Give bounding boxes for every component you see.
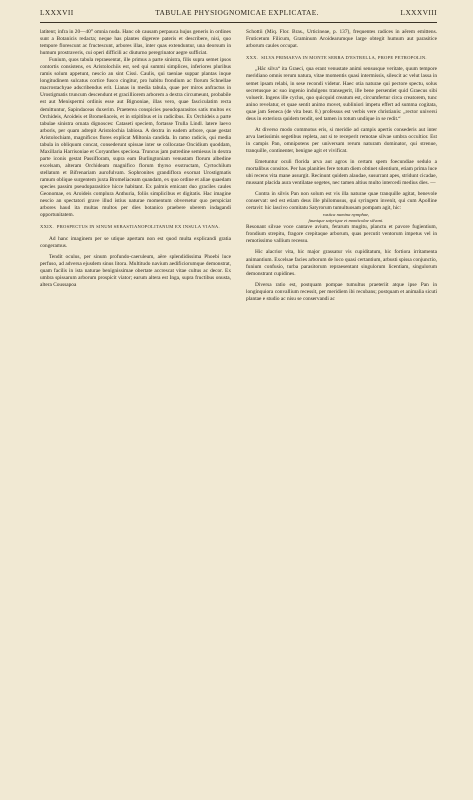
section-title: SILVA PRIMAEVA IN MONTE SERRA D'ESTRELLA, PROPE PETROPOLIN. bbox=[261, 55, 427, 61]
running-header bbox=[40, 8, 437, 21]
section-heading-xxx bbox=[246, 55, 437, 61]
paragraph: latitent; infra in 20—40° omnia nuda. Hanc ob causam perpauca hujus generis in ordines sunt a Botanicis redacta; neque has plantes digerere pateris et describere, nisi, quo tempore florescunt ac fructescunt, arbores illas, inter quas extenduntur, una deorsum in humum prostraveris, cui operi difficili ac diuturno peregrinator aegre sufficiat. bbox=[40, 29, 231, 57]
paragraph: Resonant silvae voce cantave avium, ferarum mugitu, planctu et pavore fugientium, frondium strepitu, fragore crepitaque arborum, quas percutit ventorum impetus vel in remotissimo vallium recessu. bbox=[246, 224, 437, 245]
page-number-left: LXXXVII bbox=[40, 8, 74, 17]
header-rule bbox=[40, 22, 437, 23]
verse-line: faunique satyrique et monticolae silvani. bbox=[308, 218, 384, 224]
section-heading-xxix bbox=[40, 224, 231, 230]
paragraph: Hic alacrior vita, hic major grassatur vis cupiditatum, hic fortiora irritamenta animantium. Excelsae facies arborum de loco quasi certantium, arbusti spissa conjunctio, funium confusio, turba parasitorum repraesentant singulorum licentiam, singulorum demonstrant cupidines. bbox=[246, 249, 437, 277]
paragraph: Ad hanc imaginem per se utique apertam non est quod multa explicandi gratia congeramus. bbox=[40, 235, 231, 249]
paragraph: „Hâc silva“ ita Graeci, qua erant venustate animi sensusque veritate, quum tempore meridiano omnis rerum natura, vitae momentis quasi intermissis, silescit ac velut lassa in semet ipsam relabi, in sese recondi videtur. Haec otia naturae qui pectore spectu, solus secretusque ac suo ingenio indulgens transegerit, ille bene persentiet quid Graecus sibi voluerit. Ingens ille cyclus, quo quicquid creatum est, circumfertur circa creatorem, tunc anino revelatur, et quae sentit animo movet, subliniori impetu effert ad summa cogitata, quae jam Seneca (de vita beat. 8.) professus est verbis vere christianis: „rector universi deus in exteriora quidem tendit, sed tamen in totum undique in se redit.“ bbox=[246, 66, 437, 122]
paragraph: Contra in silvis Pan non solum est vis illa naturae quae tranquille agitat, benevole conservat: sed est etiam deus ille philomusus, qui syringem invenit, qui cum Apolline certavit: hic lascivo comitatu Satyrorum tumultuosam pompam agit, hic: bbox=[246, 191, 437, 212]
paragraph: Schottii (Miq. Flor. Bras., Urticineae, p. 137), frequentes radices in aërem emittens. Fruticetum Filicum, Graminum Aroidearumque large obtegit humum aut parasitice arborum caules occupat. bbox=[246, 29, 437, 50]
paragraph: Funium, quos tabula repraesentat, ille primus a parte sinistra, filis supra semet ipsos contortis consistens, ex Aristolochiis est, sed qui summi simplices, inferiores pluribus ramis solum appetunt, nescio an sint Cissi. Caulis, qui taeniae suppar plantas inque longitudinem sulcatus cortice fusco cingitur, pro habitu frondium ac florum Schnellae macrostachyae adscribendus erit. Lianas in media tabula, quae per miros anfractus in Urostigmatis truncum descendunt et gracilliorem arborem a dextra circumeunt, probabile est aut Menispermi ordinis esse aut Bignoniae, illas vero, quae fasciculatim recta demittuntur, Sapindaceas duxerim. Praeterea conspicies pseudoparasitos satis multos ex Orchideis, Aroideis et Bromeliaceis, et in stipitibus et in radicibus. Ex Orchideis a parte tabulae sinistra ornata dignosces: Cataseti speciem, fortasse Trulla Lindl. latere laevo arboris, per quam adrepit Aristolochia labiosa. A dextra in eadem arbore, quae gestat Aristolochiam, magnificos flores explicat Miltonia candida. In ramo radicis, qui media tabula in obliquum concat, consederunt spissae inter se collocatae Oncidium quoddam, Maxillaria Harrisoniae et Coryanthes speciosa. Truncus jam putredine semiesus in dextra parte iconis gestat Passifloram, supra eam Burlingtoniam venustam florum albedine excelsam, alteram Orchideam magnifico florum thyrso exstructam, Cyrtochilum stellatum et Bifrenariam aurofulvam. Sophronites grandiflora exornat Urostigmatis ramum oblique surgentem juxta Bromeliaceam quandam, ex quo ordine et aliae quaedam species passim pseudoparasitice hicce habitant. Ex palmis emicant duo graciles caules Geonomae, ex Aroideis complura Anthuria, foliis simplicibus et digitatis. Hac imagine nescio an spectatori grave illud istius naturae momentum obversetur quo perspiciat arbores haud ita multas multos per dies botanico praebere uberem indagandi opportunitatem. bbox=[40, 57, 231, 219]
section-number: XXIX. bbox=[40, 224, 54, 230]
page-number-right: LXXXVIII bbox=[400, 8, 437, 17]
paragraph: At diverso modo commotus eris, si meridie ad campis apertis consederis aut inter arva laetissimis segetibus repleta, aut si te receperit remotae silvae umbra occultior. Est in campis Pan, omnipotens per universam rerum naturam dominator, qui strenue, tranquille, continenter, benigne agit et vivificat. bbox=[246, 126, 437, 154]
verse-line: rustica numina nymphae, bbox=[322, 212, 370, 218]
paragraph: Tendit oculus, per sinum profundo-caeruleum, aëre splendidissima Phoebi luce perfuso, ad adversa ejusdem sinus litora. Multitudo navium aedificiorumque demonstrat, quam facilis in ista naturae benignissimae obertate accrescat vitae cultus ac decor. Ex umbra spissarum arborum prospicit viator; earum altera est Inga, supra fructibus onusta, altera Coussapoa bbox=[40, 253, 231, 288]
right-column bbox=[246, 29, 437, 303]
running-title: TABULAE PHYSIOGNOMICAE EXPLICATAE. bbox=[155, 8, 319, 17]
left-column bbox=[40, 29, 231, 289]
paragraph: Diversa ratio est, postquam pompae tumultus praeteriit atque ipse Pan in longinquiora convallium recessit, per meridiem ibi recubans; postquam et animalia sicuti plantae e studio ac nisu se conservandi ac bbox=[246, 281, 437, 302]
paragraph: Emetuntur oculi florida arva aut agros in certam spem foecundiae sedulo a mortalibus consitos. Per has planities fere totum diem obtinet silentium, etiam prima luce ubi recens vita mane assurgit. Recinunt quidem alaudae, susurrant apes, stridunt cicadae, mussant placida aura ventilatae segetes, nec tamen altius multo intercedi medius dies. — bbox=[246, 159, 437, 187]
section-number: XXX. bbox=[246, 55, 259, 61]
section-title: PROSPECTUS IN SINUM SEBASTIANOPOLITANUM EX INSULA VIANA. bbox=[56, 224, 220, 230]
